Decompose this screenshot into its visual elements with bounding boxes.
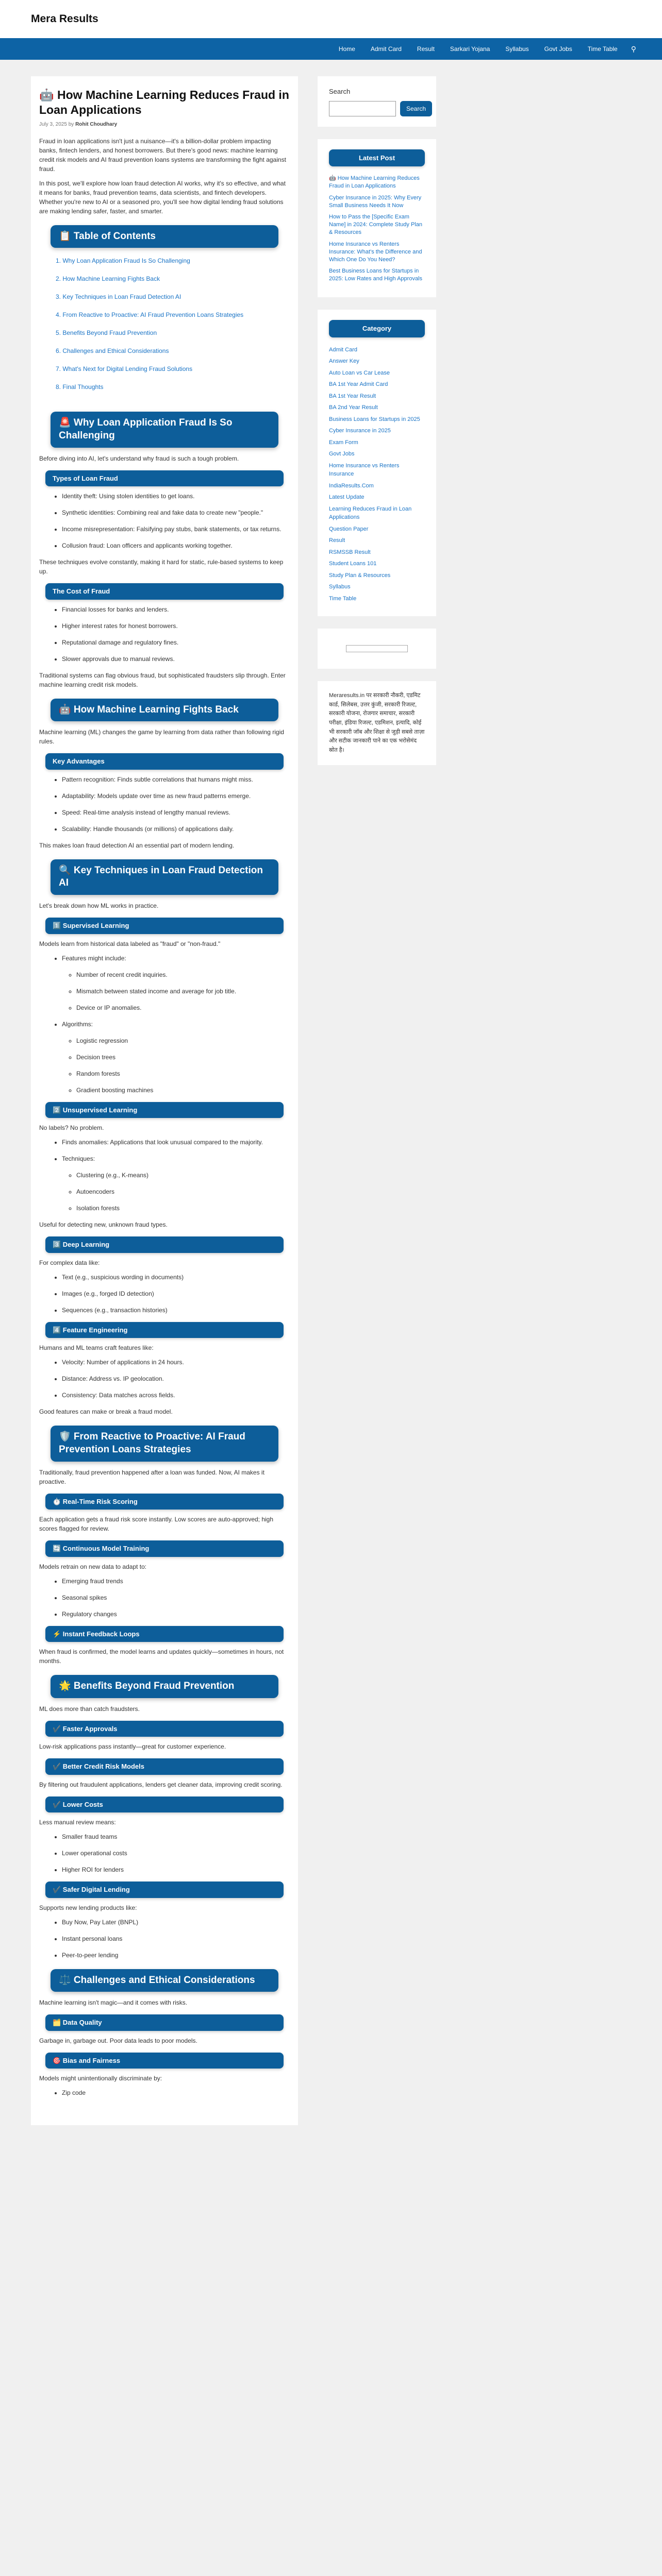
section-heading: 🌟 Benefits Beyond Fraud Prevention [51, 1675, 278, 1698]
list-item: • Text (e.g., suspicious wording in documents) [62, 1273, 290, 1282]
unsupervised-list [39, 1138, 290, 1213]
paragraph: For complex data like: [39, 1259, 100, 1266]
list-item: • Zip code [62, 2088, 290, 2097]
list-item: • Images (e.g., forged ID detection) [62, 1289, 290, 1298]
article [31, 76, 298, 2125]
fraud-cost-list [39, 605, 290, 664]
list-item: ◦ Random forests [76, 1069, 290, 1078]
latest-post-link[interactable]: Home Insurance vs Renters Insurance: What's the Difference and Which One Do You Need? [329, 241, 422, 263]
list-item: ◦ Clustering (e.g., K-means) [76, 1171, 290, 1180]
list-item: • Adaptability: Models update over time as new fraud patterns emerge. [62, 791, 290, 801]
algorithms-label: Algorithms: [62, 1020, 93, 1028]
category-link[interactable]: Auto Loan vs Car Lease [329, 369, 390, 376]
list-item: • Consistency: Data matches across fields. [62, 1391, 290, 1400]
category-link[interactable]: Exam Form [329, 439, 358, 446]
intro-para-2: In this post, we'll explore how loan fraud detection AI works, why it's so effective, and what it means for banks, fraud prevention teams, data scientists, and fintech developers. Whether you're new to AI or a seasoned pro, you'll see how digital lending fraud solutions are making lending safer, faster, and smarter. [39, 179, 286, 215]
list-item: • Buy Now, Pay Later (BNPL) [62, 1918, 290, 1927]
list-item: • Higher ROI for lenders [62, 1865, 290, 1874]
list-item: ◦ Logistic regression [76, 1036, 290, 1045]
paragraph: When fraud is confirmed, the model learns and updates quickly—sometimes in hours, not months. [39, 1648, 284, 1665]
toc-item[interactable]: 2. How Machine Learning Fights Back [56, 275, 160, 283]
paragraph: Good features can make or break a fraud model. [39, 1408, 173, 1416]
subsection-heading: ✔️ Lower Costs [45, 1797, 284, 1813]
section-heading: 🤖 How Machine Learning Fights Back [51, 699, 278, 722]
features-label: Features might include: [62, 954, 126, 962]
paragraph: This makes loan fraud detection AI an essential part of modern lending. [39, 841, 235, 849]
list-item: • Emerging fraud trends [62, 1577, 290, 1586]
paragraph: These techniques evolve constantly, making it hard for static, rule-based systems to keep up. [39, 558, 284, 575]
category-heading: Category [329, 320, 425, 337]
table-of-contents [39, 254, 290, 402]
broken-image-icon [346, 645, 408, 652]
post-meta [39, 121, 290, 128]
subsection-heading: ⚡ Instant Feedback Loops [45, 1626, 284, 1642]
list-item: • Income misrepresentation: Falsifying pay stubs, bank statements, or tax returns. [62, 524, 290, 534]
toc-item[interactable]: 1. Why Loan Application Fraud Is So Challenging [56, 257, 190, 265]
search-button[interactable]: Search [400, 101, 432, 116]
list-item: ◦ Device or IP anomalies. [76, 1003, 290, 1012]
list-item: ◦ Gradient boosting machines [76, 1086, 290, 1095]
paragraph: ML does more than catch fraudsters. [39, 1705, 140, 1713]
subsection-heading: 2️⃣ Unsupervised Learning [45, 1102, 284, 1118]
list-item: • Reputational damage and regulatory fines. [62, 638, 290, 647]
category-link[interactable]: Answer Key [329, 358, 359, 365]
category-link[interactable]: Syllabus [329, 584, 351, 590]
cost-list [39, 1832, 290, 1874]
supervised-list [39, 954, 290, 1095]
category-link[interactable]: BA 1st Year Admit Card [329, 381, 388, 388]
nav-syllabus[interactable]: Syllabus [505, 45, 529, 53]
toc-item[interactable]: 4. From Reactive to Proactive: AI Fraud Prevention Loans Strategies [56, 311, 244, 319]
fraud-types-list [39, 492, 290, 550]
post-date: July 3, 2025 [39, 121, 67, 127]
category-link[interactable]: Student Loans 101 [329, 561, 377, 567]
toc-item[interactable]: 5. Benefits Beyond Fraud Prevention [56, 329, 157, 337]
paragraph: Traditional systems can flag obvious fraud, but sophisticated fraudsters slip through. Enter machine learning credit risk models. [39, 671, 286, 688]
nav-sarkari-yojana[interactable]: Sarkari Yojana [450, 45, 490, 53]
paragraph: Machine learning isn't magic—and it comes with risks. [39, 1999, 188, 2007]
search-label: Search [329, 88, 351, 95]
advantages-list [39, 775, 290, 834]
paragraph: Garbage in, garbage out. Poor data leads to poor models. [39, 2037, 197, 2044]
category-link[interactable]: Study Plan & Resources [329, 572, 391, 579]
paragraph: Models retrain on new data to adapt to: [39, 1563, 147, 1570]
subsection-heading: ✔️ Better Credit Risk Models [45, 1758, 284, 1775]
subsection-heading: ✔️ Safer Digital Lending [45, 1882, 284, 1898]
site-logo[interactable]: Mera Results [31, 13, 98, 25]
section-heading: 🛡️ From Reactive to Proactive: AI Fraud Prevention Loans Strategies [51, 1426, 278, 1461]
paragraph: Let's break down how ML works in practice. [39, 902, 159, 910]
subsection-heading: 3️⃣ Deep Learning [45, 1236, 284, 1253]
subsection-heading: ✔️ Faster Approvals [45, 1721, 284, 1737]
paragraph: Models learn from historical data labeled as "fraud" or "non-fraud." [39, 940, 221, 947]
latest-post-link[interactable]: How to Pass the [Specific Exam Name] in 2024: Complete Study Plan & Resources [329, 214, 422, 236]
list-item: • Smaller fraud teams [62, 1832, 290, 1841]
paragraph: Before diving into AI, let's understand why fraud is such a tough problem. [39, 454, 239, 462]
list-item: ◦ Autoencoders [76, 1187, 290, 1196]
category-link[interactable]: Result [329, 537, 345, 544]
deep-learning-list [39, 1273, 290, 1315]
paragraph: Supports new lending products like: [39, 1904, 137, 1911]
subsection-heading: Key Advantages [45, 753, 284, 770]
paragraph: Each application gets a fraud risk score instantly. Low scores are auto-approved; high scores flagged for review. [39, 1516, 274, 1532]
category-link[interactable]: Latest Update [329, 494, 365, 501]
list-item: • Identity theft: Using stolen identities to get loans. [62, 492, 290, 501]
list-item: • Lower operational costs [62, 1849, 290, 1858]
paragraph: Traditionally, fraud prevention happened after a loan was funded. Now, AI makes it proactive. [39, 1468, 264, 1485]
list-item: • Instant personal loans [62, 1934, 290, 1943]
list-item: ◦ Mismatch between stated income and average for job title. [76, 987, 290, 996]
search-input[interactable] [329, 101, 396, 116]
latest-posts-widget [318, 139, 436, 298]
paragraph: No labels? No problem. [39, 1124, 104, 1132]
subsection-heading: Types of Loan Fraud [45, 470, 284, 487]
latest-post-link[interactable]: Cyber Insurance in 2025: Why Every Small Business Needs It Now [329, 194, 422, 209]
toc-item[interactable]: 6. Challenges and Ethical Considerations [56, 347, 169, 355]
category-link[interactable]: BA 1st Year Result [329, 393, 376, 399]
paragraph: Machine learning (ML) changes the game by learning from data rather than following rigid rules. [39, 728, 284, 745]
about-text: Meraresults.in पर सरकारी नौकरी, एडमिट कार्ड, सिलेबस, उत्तर कुंजी, सरकारी रिजल्ट, सरकारी योजना, रोजगार समाचार, सरकारी परीक्षा, इंडिया रिजल्ट, एडमिशन, इत्यादि, कोई भी सरकारी जॉब और शिक्षा से जुड़ी सबसे ताज़ा और सटीक जानकारी पाने का एक भरोसेमंद स्रोत है। [329, 692, 425, 753]
category-link[interactable]: Learning Reduces Fraud in Loan Applications [329, 505, 412, 521]
feature-list [39, 1358, 290, 1400]
nav-admit-card[interactable]: Admit Card [370, 45, 402, 53]
list-item: • Slower approvals due to manual reviews. [62, 654, 290, 664]
list-item: • Regulatory changes [62, 1609, 290, 1619]
search-icon[interactable]: ⚲ [631, 44, 636, 53]
list-item: ◦ Isolation forests [76, 1204, 290, 1213]
toc-item[interactable]: 7. What's Next for Digital Lending Fraud Solutions [56, 365, 193, 373]
subsection-heading: The Cost of Fraud [45, 583, 284, 600]
sidebar [318, 76, 436, 2125]
section-heading: 🚨 Why Loan Application Fraud Is So Challenging [51, 412, 278, 447]
main-nav [0, 38, 662, 60]
paragraph: Useful for detecting new, unknown fraud types. [39, 1221, 168, 1229]
paragraph: Less manual review means: [39, 1819, 116, 1826]
nav-time-table[interactable]: Time Table [587, 45, 618, 53]
category-link[interactable]: Business Loans for Startups in 2025 [329, 416, 420, 422]
list-item: • Synthetic identities: Combining real and fake data to create new "people." [62, 508, 290, 517]
category-link[interactable]: Home Insurance vs Renters Insurance [329, 462, 400, 478]
techniques-label: Techniques: [62, 1155, 95, 1163]
subsection-heading: 4️⃣ Feature Engineering [45, 1322, 284, 1338]
list-item: • Scalability: Handle thousands (or millions) of applications daily. [62, 824, 290, 834]
site-header [0, 0, 662, 38]
section-heading: ⚖️ Challenges and Ethical Considerations [51, 1969, 278, 1992]
category-link[interactable]: Admit Card [329, 346, 358, 353]
subsection-heading: ⏱️ Real-Time Risk Scoring [45, 1494, 284, 1510]
list-item: ◦ Decision trees [76, 1053, 290, 1062]
search-widget [318, 76, 436, 127]
intro-para-1: Fraud in loan applications isn't just a nuisance—it's a billion-dollar problem impacting banks, fintech lenders, and honest borrowers. But there's good news: machine learning credit risk models and AI fraud prevention loans systems are transforming the fight against fraud. [39, 137, 286, 173]
category-widget [318, 310, 436, 616]
page-title: 🤖 How Machine Learning Reduces Fraud in Loan Applications [39, 88, 289, 116]
list-item: • Higher interest rates for honest borrowers. [62, 621, 290, 631]
retrain-list [39, 1577, 290, 1619]
category-link[interactable]: Govt Jobs [329, 451, 355, 457]
post-author[interactable]: Rohit Choudhary [75, 121, 118, 127]
list-item: • Peer-to-peer lending [62, 1951, 290, 1960]
bias-list [39, 2088, 290, 2097]
latest-post-link[interactable]: 🤖 How Machine Learning Reduces Fraud in Loan Applications [329, 175, 420, 189]
category-link[interactable]: Question Paper [329, 526, 369, 532]
list-item [62, 1154, 290, 1213]
list-item: • Sequences (e.g., transaction histories) [62, 1306, 290, 1315]
latest-post-heading: Latest Post [329, 149, 425, 167]
nav-result[interactable]: Result [417, 45, 435, 53]
list-item [62, 954, 290, 1012]
list-item: • Finds anomalies: Applications that look unusual compared to the majority. [62, 1138, 290, 1147]
subsection-heading: 🎯 Bias and Fairness [45, 2053, 284, 2069]
ad-widget [318, 629, 436, 669]
toc-item[interactable]: 8. Final Thoughts [56, 383, 104, 391]
paragraph: Models might unintentionally discriminate by: [39, 2075, 162, 2082]
toc-item[interactable]: 3. Key Techniques in Loan Fraud Detection AI [56, 293, 181, 301]
nav-home[interactable]: Home [338, 45, 355, 53]
list-item [62, 1020, 290, 1095]
list-item: • Speed: Real-time analysis instead of lengthy manual reviews. [62, 808, 290, 817]
list-item: • Velocity: Number of applications in 24 hours. [62, 1358, 290, 1367]
nav-govt-jobs[interactable]: Govt Jobs [544, 45, 572, 53]
list-item: • Seasonal spikes [62, 1593, 290, 1602]
list-item: • Collusion fraud: Loan officers and applicants working together. [62, 541, 290, 550]
subsection-heading: 🗂️ Data Quality [45, 2014, 284, 2031]
subsection-heading: 🔄 Continuous Model Training [45, 1540, 284, 1557]
category-link[interactable]: Time Table [329, 595, 357, 602]
latest-post-link[interactable]: Best Business Loans for Startups in 2025: Low Rates and High Approvals [329, 268, 423, 282]
category-link[interactable]: BA 2nd Year Result [329, 404, 378, 411]
list-item: • Pattern recognition: Finds subtle correlations that humans might miss. [62, 775, 290, 784]
products-list [39, 1918, 290, 1960]
section-heading: 🔍 Key Techniques in Loan Fraud Detection AI [51, 859, 278, 895]
subsection-heading: 1️⃣ Supervised Learning [45, 918, 284, 934]
paragraph: Humans and ML teams craft features like: [39, 1344, 154, 1352]
category-link[interactable]: Cyber Insurance in 2025 [329, 428, 391, 434]
toc-heading: 📋 Table of Contents [51, 225, 278, 248]
list-item: • Distance: Address vs. IP geolocation. [62, 1374, 290, 1383]
category-link[interactable]: IndiaResults.Com [329, 482, 374, 489]
paragraph: Low-risk applications pass instantly—great for customer experience. [39, 1743, 226, 1751]
post-by: by [68, 121, 74, 127]
list-item: • Financial losses for banks and lenders. [62, 605, 290, 614]
about-widget [318, 681, 436, 765]
list-item: ◦ Number of recent credit inquiries. [76, 970, 290, 979]
paragraph: By filtering out fraudulent applications, lenders get cleaner data, improving credit scoring. [39, 1781, 283, 1788]
category-link[interactable]: RSMSSB Result [329, 549, 371, 555]
